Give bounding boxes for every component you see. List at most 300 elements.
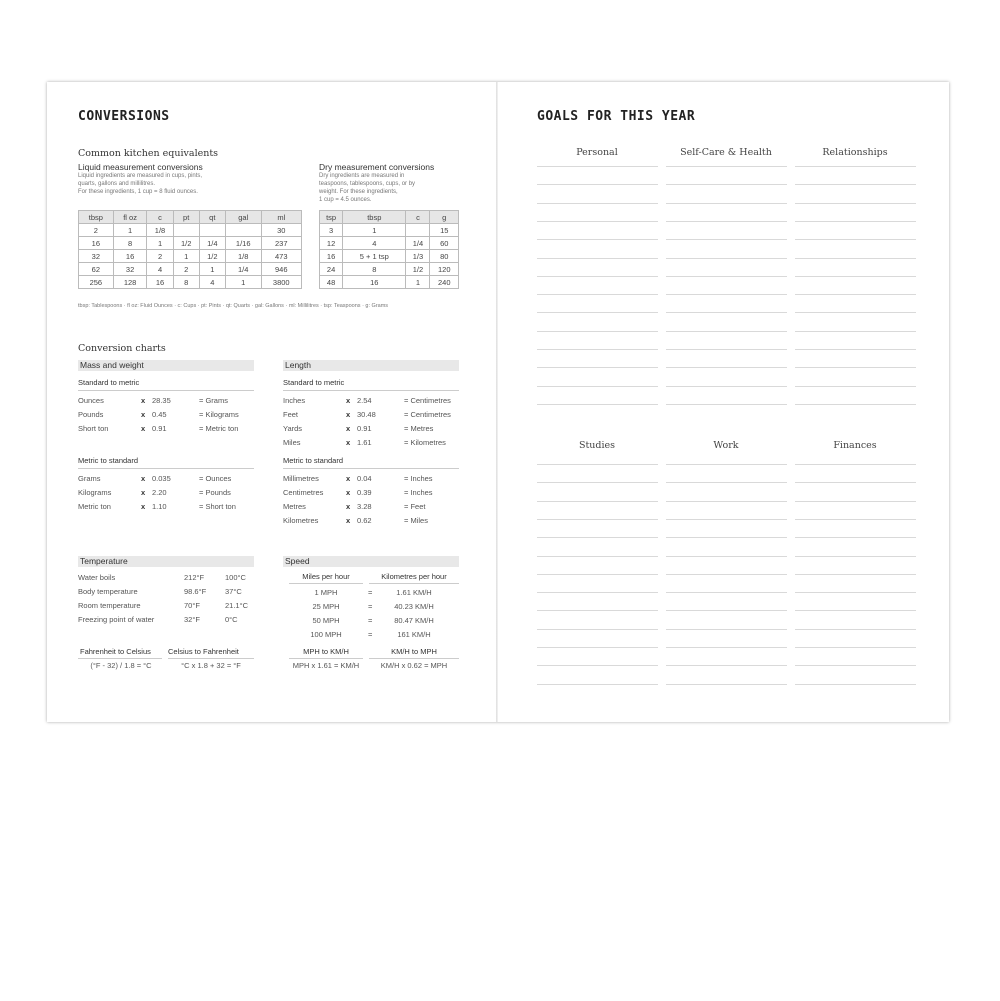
conversion-cell: Kilograms [78,488,112,497]
writing-line[interactable] [537,574,658,575]
page-title: CONVERSIONS [78,109,170,124]
table-cell: 62 [79,263,114,276]
table-header-cell: g [430,211,459,224]
conversion-cell: x [141,474,146,483]
mass-m2s-label: Metric to standard [78,456,139,465]
table-cell: 8 [343,263,406,276]
table-cell: 1/4 [406,237,430,250]
table-cell: 1/2 [173,237,199,250]
table-cell: 2 [79,224,114,237]
writing-line[interactable] [795,556,916,557]
conversion-cell: x [346,502,351,511]
writing-line[interactable] [666,464,787,465]
goal-column-finances: Finances [833,440,877,451]
writing-line[interactable] [537,556,658,557]
writing-line[interactable] [795,482,916,483]
goals-page [498,82,949,722]
goal-column-relationships: Relationships [822,147,888,158]
table-row [79,224,302,237]
writing-line[interactable] [537,276,658,277]
c2f-label: Celsius to Fahrenheit [168,647,239,656]
temperature-cell: Freezing point of water [78,615,155,624]
conversion-cell: x [346,488,351,497]
writing-line[interactable] [666,203,787,204]
writing-line[interactable] [537,386,658,387]
writing-line[interactable] [537,592,658,593]
divider [283,468,459,469]
goal-column-work: Work [713,440,739,451]
table-cell: 16 [113,250,147,263]
speed-title: Speed [283,556,459,567]
writing-line[interactable] [795,386,916,387]
writing-line[interactable] [795,331,916,332]
table-cell: 8 [113,237,147,250]
divider [168,658,254,659]
writing-line[interactable] [666,221,787,222]
table-cell: 8 [173,276,199,289]
table-header-cell: pt [173,211,199,224]
table-cell: 2 [147,250,173,263]
writing-line[interactable] [666,592,787,593]
writing-line[interactable] [537,501,658,502]
kitchen-heading: Common kitchen equivalents [78,148,219,159]
conversion-cell: x [141,410,146,419]
conversion-cell: Ounces [78,396,104,405]
table-cell [406,224,430,237]
writing-line[interactable] [795,574,916,575]
conversion-cell: = Centimetres [404,410,451,419]
writing-line[interactable] [795,221,916,222]
table-cell: 3800 [261,276,301,289]
conversion-cell: 2.54 [357,396,372,405]
table-cell: 4 [147,263,173,276]
table-row [320,263,459,276]
speed-cell: = [368,588,373,597]
writing-line[interactable] [537,258,658,259]
conversion-cell: Miles [283,438,301,447]
writing-line[interactable] [795,629,916,630]
temperature-cell: 100°C [225,573,246,582]
writing-line[interactable] [537,203,658,204]
table-row [79,237,302,250]
length-title: Length [283,360,459,371]
conversion-row [283,487,459,499]
table-cell: 1 [406,276,430,289]
divider [369,658,459,659]
table-cell: 4 [343,237,406,250]
writing-line[interactable] [795,258,916,259]
writing-line[interactable] [537,684,658,685]
writing-line[interactable] [537,519,658,520]
temperature-cell: 37°C [225,587,242,596]
conversion-cell: 1.10 [152,502,167,511]
table-cell: 1 [199,263,225,276]
divider [78,468,254,469]
table-cell: 240 [430,276,459,289]
writing-line[interactable] [666,367,787,368]
conversion-cell: 0.39 [357,488,372,497]
temperature-cell: 98.6°F [184,587,207,596]
conversion-cell: Short ton [78,424,109,433]
writing-line[interactable] [666,684,787,685]
table-cell: 1 [113,224,147,237]
writing-line[interactable] [795,404,916,405]
writing-line[interactable] [795,665,916,666]
table-cell: 16 [343,276,406,289]
goal-column-studies: Studies [578,440,616,451]
conversion-cell: Centimetres [283,488,324,497]
table-cell: 1/4 [225,263,261,276]
conversion-cell: Metric ton [78,502,111,511]
speed-row [283,629,459,641]
table-cell: 1 [343,224,406,237]
writing-line[interactable] [795,464,916,465]
conversion-cell: = Short ton [199,502,236,511]
writing-line[interactable] [795,610,916,611]
table-cell: 473 [261,250,301,263]
conversion-cell: 0.04 [357,474,372,483]
conversion-row [78,423,254,435]
speed-cell: 100 MPH [310,630,342,639]
conversion-cell: Millimetres [283,474,319,483]
writing-line[interactable] [537,610,658,611]
table-cell: 1 [147,237,173,250]
table-header-cell: qt [199,211,225,224]
conversions-page [47,82,496,722]
planner-spread [47,82,949,722]
conversion-cell: = Kilometres [404,438,446,447]
table-header-cell: ml [261,211,301,224]
temperature-title: Temperature [78,556,254,567]
page-title: GOALS FOR THIS YEAR [537,109,696,124]
conversion-row [283,473,459,485]
conversion-cell: 0.62 [357,516,372,525]
conversion-cell: = Grams [199,396,228,405]
table-header-cell: fl oz [113,211,147,224]
divider [369,583,459,584]
conversion-cell: x [346,516,351,525]
conversion-cell: 0.035 [152,474,171,483]
table-row [320,276,459,289]
temperature-cell: Body temperature [78,587,138,596]
writing-line[interactable] [537,239,658,240]
table-row [320,250,459,263]
temperature-cell: 70°F [184,601,200,610]
temperature-cell: Room temperature [78,601,141,610]
conversion-cell: = Ounces [199,474,232,483]
table-cell: 12 [320,237,343,250]
liquid-description: Liquid ingredients are measured in cups, pints, quarts, gallons and millilitres. For these ingredients, 1 cup = 8 fluid ounces. [78,173,203,195]
charts-heading: Conversion charts [78,343,166,354]
kmh-to-mph-label: KM/H to MPH [391,647,437,656]
writing-line[interactable] [795,184,916,185]
temperature-cell: 32°F [184,615,200,624]
conversion-cell: x [141,488,146,497]
table-cell: 256 [79,276,114,289]
table-row [79,250,302,263]
table-cell: 1/16 [225,237,261,250]
writing-line[interactable] [537,665,658,666]
speed-row [283,601,459,613]
table-cell: 30 [261,224,301,237]
conversion-cell: Metres [283,502,306,511]
conversion-cell: x [346,424,351,433]
conversion-cell: 30.48 [357,410,376,419]
speed-cell: 25 MPH [312,602,340,611]
writing-line[interactable] [666,556,787,557]
writing-line[interactable] [537,349,658,350]
conversion-cell: x [141,396,146,405]
abbreviation-legend: tbsp: Tablespoons · fl oz: Fluid Ounces · c: Cups · pt: Pints · qt: Quarts · gal: Gallons · ml: Millilitres · tsp: Teaspoons · g: Grams [78,303,389,309]
writing-line[interactable] [795,647,916,648]
temperature-cell: 21.1°C [225,601,249,610]
writing-line[interactable] [666,501,787,502]
table-cell: 120 [430,263,459,276]
writing-line[interactable] [795,592,916,593]
writing-line[interactable] [537,294,658,295]
writing-line[interactable] [666,629,787,630]
writing-line[interactable] [666,386,787,387]
length-s2m-label: Standard to metric [283,378,345,387]
mass-s2m-label: Standard to metric [78,378,140,387]
conversion-cell: Grams [78,474,101,483]
mph-to-kmh-formula: MPH x 1.61 = KM/H [292,661,360,670]
writing-line[interactable] [666,258,787,259]
speed-col1: Miles per hour [302,572,350,581]
writing-line[interactable] [537,464,658,465]
writing-line[interactable] [537,312,658,313]
table-cell: 32 [113,263,147,276]
table-header-cell: gal [225,211,261,224]
conversion-cell: = Pounds [199,488,231,497]
table-cell: 1/8 [147,224,173,237]
writing-line[interactable] [537,482,658,483]
dry-description: Dry ingredients are measured in teaspoons, tablespoons, cups, or by weight. For these ingredients, 1 cup = 4.5 ounces. [319,173,416,203]
mph-to-kmh-label: MPH to KM/H [303,647,349,656]
table-cell: 3 [320,224,343,237]
temperature-cell: 212°F [184,573,205,582]
table-row [79,263,302,276]
speed-col2: Kilometres per hour [381,572,447,581]
conversion-cell: = Metric ton [199,424,239,433]
speed-cell: = [368,602,373,611]
table-cell [199,224,225,237]
writing-line[interactable] [795,367,916,368]
dry-heading: Dry measurement conversions [319,162,435,172]
writing-line[interactable] [795,276,916,277]
writing-line[interactable] [795,349,916,350]
divider [289,583,363,584]
writing-line[interactable] [666,349,787,350]
writing-line[interactable] [666,166,787,167]
conversion-cell: x [346,396,351,405]
conversion-cell: 0.45 [152,410,167,419]
speed-cell: 80.47 KM/H [394,616,434,625]
speed-row [283,615,459,627]
table-cell: 1/2 [199,250,225,263]
writing-line[interactable] [795,501,916,502]
conversion-cell: = Feet [404,502,426,511]
conversion-cell: = Kilograms [199,410,239,419]
writing-line[interactable] [795,312,916,313]
liquid-table [78,210,302,289]
conversion-row [78,473,254,485]
table-cell: 16 [147,276,173,289]
table-cell: 16 [79,237,114,250]
table-cell: 1/8 [225,250,261,263]
conversion-row [78,395,254,407]
conversion-cell: 2.20 [152,488,167,497]
conversion-cell: x [346,438,351,447]
writing-line[interactable] [666,239,787,240]
conversion-cell: Kilometres [283,516,319,525]
speed-cell: 1 MPH [314,588,338,597]
conversion-cell: Inches [283,396,306,405]
writing-line[interactable] [537,404,658,405]
writing-line[interactable] [795,203,916,204]
table-cell: 1/2 [406,263,430,276]
writing-line[interactable] [666,294,787,295]
conversion-cell: 0.91 [152,424,167,433]
speed-cell: = [368,616,373,625]
writing-line[interactable] [666,331,787,332]
conversion-cell: = Centimetres [404,396,451,405]
table-cell: 16 [320,250,343,263]
conversion-cell: 28.35 [152,396,171,405]
writing-line[interactable] [666,647,787,648]
conversion-row [78,409,254,421]
table-header-cell: tbsp [343,211,406,224]
table-row [79,276,302,289]
table-header-cell: tsp [320,211,343,224]
writing-line[interactable] [537,647,658,648]
writing-line[interactable] [666,665,787,666]
table-cell: 15 [430,224,459,237]
f2c-label: Fahrenheit to Celsius [80,647,151,656]
speed-cell: 161 KM/H [397,630,431,639]
writing-line[interactable] [795,166,916,167]
writing-line[interactable] [537,221,658,222]
mass-title: Mass and weight [78,360,254,371]
writing-line[interactable] [666,312,787,313]
conversion-cell: 1.61 [357,438,372,447]
table-cell: 237 [261,237,301,250]
table-cell [225,224,261,237]
conversion-cell: = Metres [404,424,434,433]
temperature-row [78,572,254,584]
divider [78,658,162,659]
conversion-cell: x [346,410,351,419]
table-cell: 4 [199,276,225,289]
conversion-cell: = Inches [404,474,433,483]
divider [78,390,254,391]
goal-column-selfcare: Self-Care & Health [680,147,772,158]
table-cell [173,224,199,237]
speed-row [283,587,459,599]
writing-line[interactable] [666,610,787,611]
writing-line[interactable] [795,239,916,240]
table-cell: 2 [173,263,199,276]
conversion-cell: 0.91 [357,424,372,433]
temperature-row [78,600,254,612]
conversion-row [283,501,459,513]
speed-cell: 1.61 KM/H [396,588,432,597]
c2f-formula: °C x 1.8 + 32 = °F [181,661,241,670]
table-cell: 1 [173,250,199,263]
table-cell: 128 [113,276,147,289]
writing-line[interactable] [537,184,658,185]
writing-line[interactable] [537,537,658,538]
conversion-cell: x [346,474,351,483]
dry-table [319,210,459,289]
table-cell: 48 [320,276,343,289]
table-cell: 32 [79,250,114,263]
writing-line[interactable] [666,519,787,520]
conversion-row [78,501,254,513]
conversion-row [78,487,254,499]
table-header-cell: c [406,211,430,224]
writing-line[interactable] [537,629,658,630]
liquid-heading: Liquid measurement conversions [78,162,203,172]
writing-line[interactable] [666,574,787,575]
writing-line[interactable] [666,184,787,185]
table-cell: 60 [430,237,459,250]
conversion-row [283,437,459,449]
conversion-cell: = Inches [404,488,433,497]
divider [283,390,459,391]
table-cell: 24 [320,263,343,276]
writing-line[interactable] [537,166,658,167]
conversion-cell: Pounds [78,410,104,419]
table-cell: 1 [225,276,261,289]
goal-column-personal: Personal [576,147,618,158]
table-row [320,224,459,237]
writing-line[interactable] [795,294,916,295]
writing-line[interactable] [666,482,787,483]
conversion-row [283,515,459,527]
temperature-row [78,586,254,598]
conversion-cell: x [141,502,146,511]
table-cell: 946 [261,263,301,276]
f2c-formula: (°F - 32) / 1.8 = °C [90,661,152,670]
divider [289,658,363,659]
speed-cell: 50 MPH [312,616,340,625]
table-cell: 1/4 [199,237,225,250]
writing-line[interactable] [666,276,787,277]
table-cell: 1/3 [406,250,430,263]
table-header-cell: c [147,211,173,224]
temperature-cell: 0°C [225,615,238,624]
conversion-row [283,395,459,407]
speed-cell: 40.23 KM/H [394,602,434,611]
conversion-row [283,409,459,421]
table-header-cell: tbsp [79,211,114,224]
writing-line[interactable] [666,404,787,405]
kmh-to-mph-formula: KM/H x 0.62 = MPH [380,661,448,670]
writing-line[interactable] [795,537,916,538]
conversion-row [283,423,459,435]
temperature-cell: Water boils [78,573,116,582]
writing-line[interactable] [795,684,916,685]
table-cell: 80 [430,250,459,263]
writing-line[interactable] [795,519,916,520]
table-row [320,237,459,250]
writing-line[interactable] [666,537,787,538]
writing-line[interactable] [537,331,658,332]
writing-line[interactable] [537,367,658,368]
temperature-row [78,614,254,626]
conversion-cell: Feet [283,410,299,419]
